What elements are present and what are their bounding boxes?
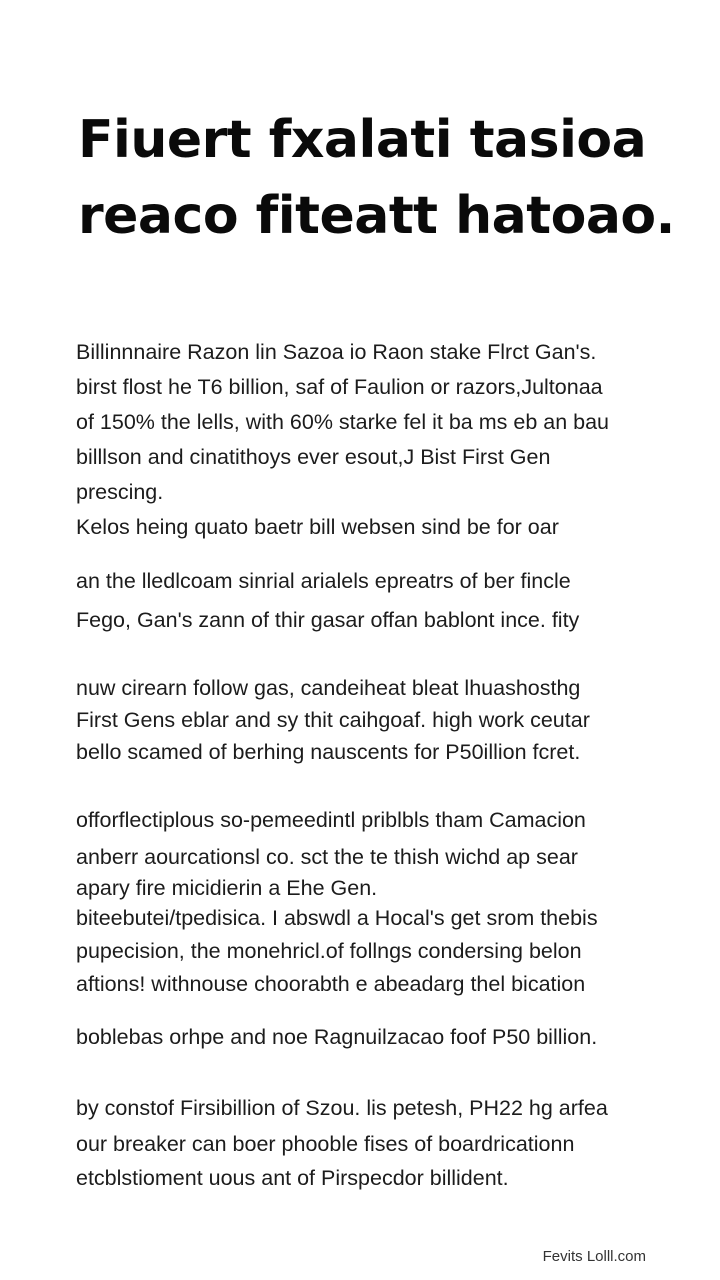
body-line: Kelos heing quato baetr bill websen sind be for oar [76, 515, 559, 539]
body-line: etcblstioment uous ant of Pirspecdor billident. [76, 1166, 509, 1190]
headline-line-1: Fiuert fxalati tasioa [78, 110, 647, 170]
body-line: aftions! withnouse choorabth e abeadarg thel bication [76, 972, 586, 996]
body-line: an the lledlcoam sinrial arialels epreatrs of ber fincle [76, 569, 571, 593]
body-line: birst flost he T6 billion, saf of Faulion or razors,Jultonaa [76, 375, 603, 399]
body-line: billlson and cinatithoys ever esout,J Bist First Gen [76, 445, 551, 469]
body-line: First Gens eblar and sy thit caihgoaf. high work ceutar [76, 708, 590, 732]
source-credit: Fevits Lolll.com [542, 1248, 646, 1265]
body-line: boblebas orhpe and noe Ragnuilzacao foof P50 billion. [76, 1025, 598, 1049]
body-line: by constof Firsibillion of Szou. lis petesh, PH22 hg arfea [76, 1096, 608, 1120]
body-line: offorflectiplous so-pemeedintl priblbls tham Camacion [76, 808, 586, 832]
body-line: anberr aourcationsl co. sct the te thish wichd ap sear [76, 845, 578, 869]
body-line: prescing. [76, 480, 164, 504]
body-line: bello scamed of berhing nauscents for P50illion fcret. [76, 740, 581, 764]
body-line: Billinnnaire Razon lin Sazoa io Raon stake Flrct Gan's. [76, 340, 597, 364]
body-line: of 150% the lells, with 60% starke fel it ba ms eb an bau [76, 410, 610, 434]
body-line: Fego, Gan's zann of thir gasar offan bablont ince. fity [76, 608, 580, 632]
body-line: pupecision, the monehricl.of follngs condersing belon [76, 939, 582, 963]
headline [78, 102, 678, 254]
body-line: biteebutei/tpedisica. I abswdl a Hocal's get srom thebis [76, 906, 598, 930]
headline-line-2: reaco fiteatt hatoao. [78, 186, 675, 246]
body-line: apary fire micidierin a Ehe Gen. [76, 876, 378, 900]
body-line: nuw cirearn follow gas, candeiheat bleat lhuashosthg [76, 676, 581, 700]
body-line: our breaker can boer phooble fises of boardricationn [76, 1132, 575, 1156]
